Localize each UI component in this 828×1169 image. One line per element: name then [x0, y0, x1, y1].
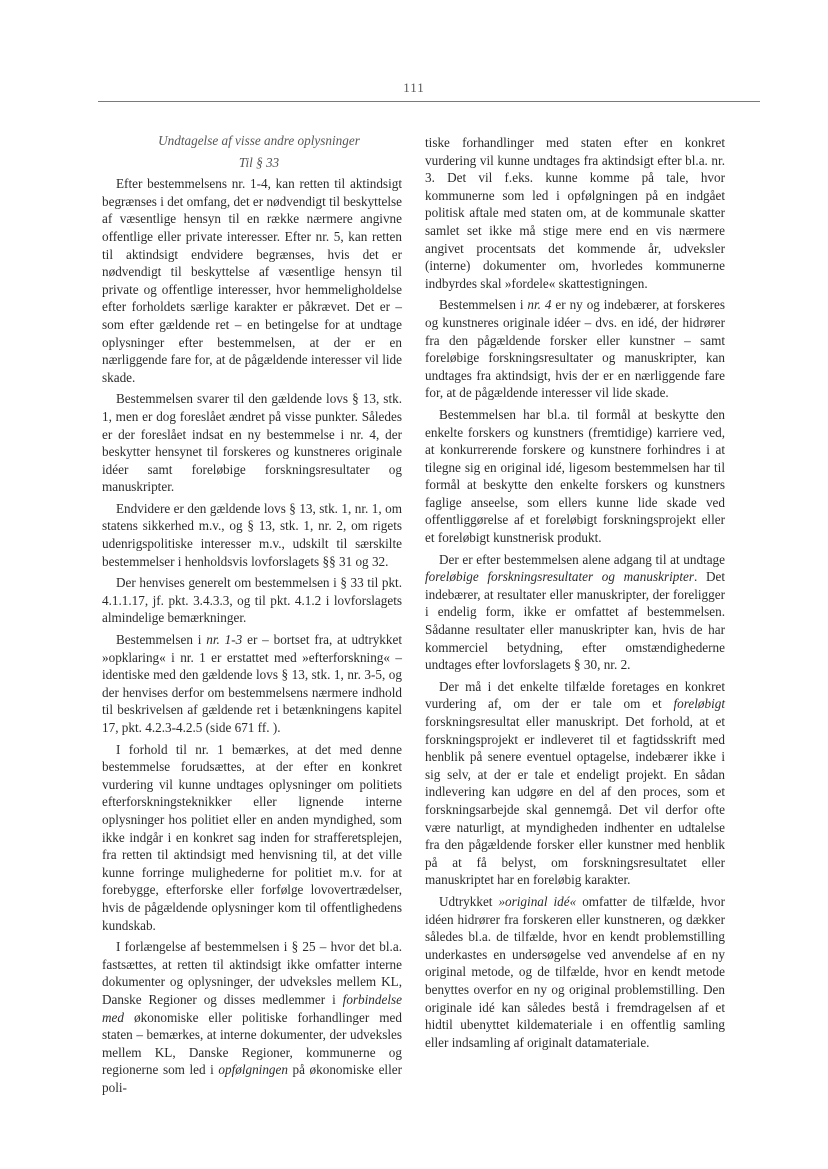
- emphasis: foreløbigt: [673, 696, 725, 712]
- section-subheading: Til § 33: [238, 154, 280, 170]
- text-run: Bestemmelsen i: [116, 632, 207, 648]
- right-column: [425, 134, 725, 1055]
- paragraph: [102, 631, 402, 737]
- paragraph: I forhold til nr. 1 bemærkes, at det med denne bestemmelse forudsættes, at der efter en konkret vurdering vil kunne undtages oplysninger om politiets efterforskningsteknikker eller lignende interne oplysninger hos politiet eller en anden myndighed, som ikke indgår i en konkret sag inden for strafferetsplejen, fra retten til aktindsigt med henvisning til, at det ville kunne forringe mulighederne for politiet m.v. for at forebygge, efterforske eller forfølge lovovertrædelser, hvis de pågældende oplysninger kom til offentlighedens kundskab.: [102, 741, 402, 933]
- emphasis: opfølgningen: [218, 1062, 288, 1078]
- paragraph: Endvidere er den gældende lovs § 13, stk. 1, nr. 1, om statens sikkerhed m.v., og § 13, stk. 1, nr. 2, om rigets udenrigspolitiske interesser m.v., udskilt til særskilte bestemmelser i henholdsvis lovforslagets §§ 31 og 32.: [102, 500, 402, 569]
- text-run: omfatter de tilfælde, hvor idéen hidrører fra forskeren eller kunstneren, og dækker således bl.a. de tilfælde, hvor en kendt problemstilling underkastes en undersøgelse ved anvendelse af en ny original metode, og de tilfælde, hvor en kendt metode benyttes overfor en ny og original problemstilling. Den originale idé kan således bestå i fremdragelsen af et hidtil ubenyttet kildemateriale i en offentlig samling eller indsamling af originalt datamateriale.: [425, 893, 725, 1050]
- paragraph: Der henvises generelt om bestemmelsen i § 33 til pkt. 4.1.1.17, jf. pkt. 3.4.3.3, og til pkt. 4.1.2 i lovforslagets almindelige bemærkninger.: [102, 575, 402, 626]
- emphasis: »original idé«: [498, 893, 577, 909]
- emphasis: nr. 1-3: [206, 632, 243, 648]
- text-run: er – bortset fra, at udtrykket »opklaring« i nr. 1 er erstattet med »efterforskning« – identiske med den gældende lovs § 13, stk. 1, nr. 3-5, og der henvises derfor om bestemmelsens nærmere indhold til beskrivelsen af gældende ret i betænkningens kapitel 17, pkt. 4.2.3-4.2.5 (side 671 ff. ).: [102, 632, 403, 735]
- text-run: er ny og indebærer, at forskeres og kunstneres originale idéer – dvs. en idé, der hidrører fra den pågældende forsker eller kunstner – samt foreløbige forskningsresultater og manuskripter, kan undtages fra aktindsigt, hvis der er en nærliggende fare for, at de pågældende interesser vil lide skade.: [425, 297, 725, 401]
- text-run: Der må i det enkelte tilfælde foretages en konkret vurdering af, om der er tale om et: [425, 678, 725, 712]
- text-run: på økonomiske eller poli-: [102, 1062, 403, 1095]
- header-rule: [98, 101, 760, 102]
- paragraph: tiske forhandlinger med staten efter en konkret vurdering vil kunne undtages fra aktindsigt efter bl.a. nr. 3. Det vil f.eks. kunne komme på tale, hvor kommunerne som led i opfølgningen på en indgået politisk aftale med staten om, at de kommunale skatter samlet set ikke må stige mere end en vis nærmere angivet procentsats det kommende år, udveksler (interne) dokumenter om, hvorledes kommunerne indbyrdes skal »fordele« skattestigningen.: [425, 135, 725, 291]
- paragraph: Bestemmelsen har bl.a. til formål at beskytte den enkelte forskers og kunstners (fremtidige) karriere ved, at konkurrerende forskere og kunstnere forhindres i at tilegne sig en original idé, ligesom bestemmelsen har til formål at beskytte den enkelte forskers og kunstners faglige anseelse, som ellers kunne lide skade ved offentliggørelse af et foreløbigt forskningsprojekt eller et foreløbigt kunstnerisk produkt.: [425, 406, 725, 546]
- emphasis: forbindelse med: [102, 991, 402, 1025]
- left-column: [102, 132, 402, 1100]
- paragraph: [425, 551, 725, 674]
- paragraph: [425, 678, 725, 889]
- text-run: I forlængelse af bestemmelsen i § 25 – hvor det bl.a. fastsættes, at retten til aktindsigt ikke omfatter interne dokumenter og oplysninger, der udveksles mellem KL, Danske Regioner og disses medlemmer i: [102, 939, 402, 1007]
- paragraph: [102, 938, 402, 1096]
- emphasis: nr. 4: [527, 297, 552, 313]
- emphasis: foreløbige forskningsresultater og manuskripter: [425, 569, 694, 585]
- section-heading: Undtagelse af visse andre oplysninger: [158, 133, 360, 148]
- paragraph: [425, 296, 725, 402]
- text-run: Bestemmelsen i: [439, 297, 528, 313]
- text-run: Der er efter bestemmelsen alene adgang til at undtage: [439, 551, 725, 567]
- page-number: 111: [403, 80, 425, 95]
- paragraph: [425, 893, 725, 1051]
- text-run: forskningsresultat eller manuskript. Det forhold, at et forskningsprojekt er indleveret til et fagtidsskrift med henblik på senere eventuel optagelse, indebærer ikke i sig selv, at der er tale et endeligt projekt. En sådan indlevering kan udgøre en del af den proces, som et forskningsarbejde skal gennemgå. Det vil derfor ofte være naturligt, at myndigheden indhenter en udtalelse fra den pågældende forsker eller kunstner med henblik på at få belyst, om forskningsresultatet eller manuskriptet har en foreløbig karakter.: [425, 714, 725, 888]
- paragraph: Bestemmelsen svarer til den gældende lovs § 13, stk. 1, men er dog foreslået ændret på visse punkter. Således er der foreslået indsat en ny bestemmelse i nr. 4, der beskytter hensynet til forskeres og kunstneres originale idéer samt foreløbige forskningsresultater og manuskripter.: [102, 391, 402, 495]
- text-run: . Det indebærer, at resultater eller manuskripter, der foreligger i endelig form, ikke er omfattet af bestemmelsen. Sådanne resultater eller manuskripter kan, hvis de har kommerciel betydning, efter omstændighederne undtages efter lovforslagets § 30, nr. 2.: [425, 569, 725, 673]
- text-run: økonomiske eller politiske forhandlinger med staten – bemærkes, at interne dokumenter, der udveksles mellem KL, Danske Regioner, kommunerne og regionerne som led i: [102, 1009, 402, 1078]
- text-run: Udtrykket: [439, 893, 499, 909]
- paragraph: Efter bestemmelsens nr. 1-4, kan retten til aktindsigt begrænses i det omfang, det er nødvendigt til beskyttelse af væsentlige hensyn til en række nærmere angivne offentlige eller private interesser. Efter nr. 5, kan retten til aktindsigt endvidere begrænses, hvis det er nødvendigt til beskyttelse af væsentlige hensyn til private og offentlige interesser, hvor hemmeligholdelse efter forholdets særlige karakter er påkrævet. Det er – som efter gældende ret – en betingelse for at undtage oplysninger efter bestemmelsen, at der er en nærliggende fare for, at de pågældende interesser vil lide skade.: [102, 176, 402, 385]
